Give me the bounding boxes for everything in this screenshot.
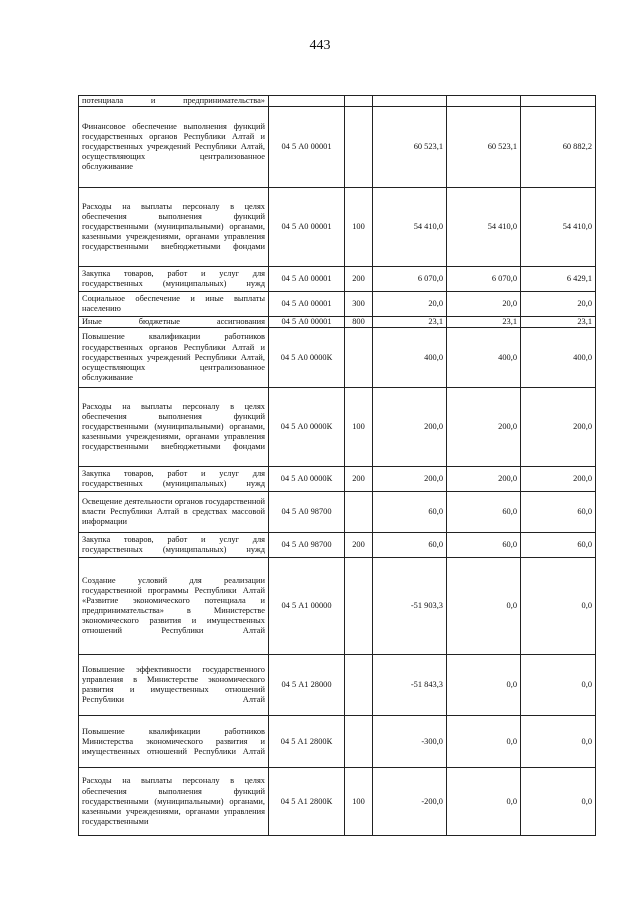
row-amount-1-cell: -200,0 — [373, 768, 447, 836]
row-amount-1-cell: 23,1 — [373, 317, 447, 328]
row-code-cell: 04 5 А0 00001 — [269, 267, 345, 292]
row-amount-3-cell: 54 410,0 — [521, 188, 596, 267]
row-expense-type-cell — [345, 328, 373, 388]
row-name-cell: Финансовое обеспечение выполнения функций государственных органов Республики Алтай и государственных учреждений Республики Алтай, осуществляющих централизованное обслуживание — [79, 107, 269, 188]
row-amount-2-cell: 60,0 — [447, 533, 521, 558]
row-expense-type-cell — [345, 107, 373, 188]
row-name-cell: Расходы на выплаты персоналу в целях обеспечения выполнения функций государственными (муниципальными) органами, казенными учреждениями, органами управления государственными внебюджетными фондами — [79, 388, 269, 467]
row-expense-type-cell: 800 — [345, 317, 373, 328]
row-code-cell: 04 5 А1 00000 — [269, 558, 345, 655]
row-amount-2-cell: 0,0 — [447, 768, 521, 836]
row-amount-2-cell: 60,0 — [447, 492, 521, 533]
row-amount-2-cell — [447, 96, 521, 107]
row-name-cell: Закупка товаров, работ и услуг для государственных (муниципальных) нужд — [79, 533, 269, 558]
table-row — [79, 292, 596, 317]
row-amount-1-cell: 60 523,1 — [373, 107, 447, 188]
table-row — [79, 317, 596, 328]
row-name-cell: Повышение квалификации работников Министерства экономического развития и имущественных отношений Республики Алтай — [79, 716, 269, 768]
row-amount-2-cell: 200,0 — [447, 388, 521, 467]
row-amount-2-cell: 6 070,0 — [447, 267, 521, 292]
table-row — [79, 96, 596, 107]
row-amount-2-cell: 0,0 — [447, 558, 521, 655]
row-amount-1-cell: 400,0 — [373, 328, 447, 388]
row-amount-3-cell: 60,0 — [521, 533, 596, 558]
table-row — [79, 492, 596, 533]
row-name-cell: Повышение эффективности государственного управления в Министерстве экономического развития и имущественных отношений Республики Алтай — [79, 655, 269, 716]
row-name-cell: Расходы на выплаты персоналу в целях обеспечения выполнения функций государственными (муниципальными) органами, казенными учреждениями, органами управления государственными внебюджетными фондами — [79, 188, 269, 267]
row-expense-type-cell — [345, 716, 373, 768]
row-expense-type-cell: 100 — [345, 768, 373, 836]
row-code-cell: 04 5 А0 00001 — [269, 107, 345, 188]
row-amount-2-cell: 23,1 — [447, 317, 521, 328]
table-row — [79, 267, 596, 292]
row-name-cell: потенциала и предпринимательства» — [79, 96, 269, 107]
row-amount-2-cell: 400,0 — [447, 328, 521, 388]
row-expense-type-cell: 200 — [345, 533, 373, 558]
table-row — [79, 768, 596, 836]
row-expense-type-cell — [345, 492, 373, 533]
row-amount-2-cell: 54 410,0 — [447, 188, 521, 267]
row-amount-3-cell: 60,0 — [521, 492, 596, 533]
row-code-cell: 04 5 А0 0000К — [269, 328, 345, 388]
row-amount-3-cell: 400,0 — [521, 328, 596, 388]
row-code-cell: 04 5 А0 98700 — [269, 533, 345, 558]
table-row — [79, 716, 596, 768]
row-name-cell: Социальное обеспечение и иные выплаты населению — [79, 292, 269, 317]
row-name-cell: Закупка товаров, работ и услуг для государственных (муниципальных) нужд — [79, 467, 269, 492]
row-name-cell: Повышение квалификации работников государственных органов Республики Алтай и государственных учреждений Республики Алтай, осуществляющих централизованное обслуживание — [79, 328, 269, 388]
row-amount-3-cell: 0,0 — [521, 716, 596, 768]
row-code-cell: 04 5 А1 2800К — [269, 768, 345, 836]
table-row — [79, 533, 596, 558]
row-code-cell: 04 5 А1 2800К — [269, 716, 345, 768]
row-code-cell: 04 5 А1 28000 — [269, 655, 345, 716]
row-amount-1-cell — [373, 96, 447, 107]
row-code-cell: 04 5 А0 0000К — [269, 388, 345, 467]
budget-table-body — [79, 96, 596, 836]
table-row — [79, 467, 596, 492]
table-row — [79, 188, 596, 267]
row-amount-3-cell — [521, 96, 596, 107]
row-expense-type-cell: 200 — [345, 467, 373, 492]
row-code-cell: 04 5 А0 0000К — [269, 467, 345, 492]
row-amount-1-cell: 6 070,0 — [373, 267, 447, 292]
row-amount-3-cell: 60 882,2 — [521, 107, 596, 188]
row-amount-3-cell: 200,0 — [521, 467, 596, 492]
row-amount-2-cell: 0,0 — [447, 716, 521, 768]
row-expense-type-cell: 300 — [345, 292, 373, 317]
row-amount-1-cell: 60,0 — [373, 533, 447, 558]
row-amount-2-cell: 20,0 — [447, 292, 521, 317]
row-expense-type-cell — [345, 96, 373, 107]
row-amount-3-cell: 0,0 — [521, 655, 596, 716]
row-amount-1-cell: 200,0 — [373, 467, 447, 492]
row-amount-1-cell: 60,0 — [373, 492, 447, 533]
row-name-cell: Закупка товаров, работ и услуг для государственных (муниципальных) нужд — [79, 267, 269, 292]
row-amount-1-cell: 200,0 — [373, 388, 447, 467]
table-row — [79, 388, 596, 467]
page-number: 443 — [309, 38, 331, 53]
row-amount-1-cell: 54 410,0 — [373, 188, 447, 267]
row-expense-type-cell: 100 — [345, 188, 373, 267]
row-amount-2-cell: 200,0 — [447, 467, 521, 492]
row-code-cell: 04 5 А0 98700 — [269, 492, 345, 533]
row-amount-3-cell: 20,0 — [521, 292, 596, 317]
table-row — [79, 328, 596, 388]
row-code-cell: 04 5 А0 00001 — [269, 292, 345, 317]
row-code-cell — [269, 96, 345, 107]
table-row — [79, 558, 596, 655]
table-row — [79, 655, 596, 716]
row-amount-2-cell: 60 523,1 — [447, 107, 521, 188]
row-name-cell: Иные бюджетные ассигнования — [79, 317, 269, 328]
row-code-cell: 04 5 А0 00001 — [269, 188, 345, 267]
table-row — [79, 107, 596, 188]
row-amount-1-cell: -300,0 — [373, 716, 447, 768]
row-expense-type-cell: 100 — [345, 388, 373, 467]
row-amount-3-cell: 0,0 — [521, 558, 596, 655]
row-amount-3-cell: 0,0 — [521, 768, 596, 836]
row-amount-1-cell: -51 903,3 — [373, 558, 447, 655]
row-expense-type-cell — [345, 558, 373, 655]
row-name-cell: Создание условий для реализации государственной программы Республики Алтай «Развитие экономического потенциала и предпринимательства» в Министерстве экономического развития и имущественных отношений Республики Алтай — [79, 558, 269, 655]
row-name-cell: Освещение деятельности органов государственной власти Республики Алтай в средствах массовой информации — [79, 492, 269, 533]
budget-table — [78, 95, 596, 836]
row-code-cell: 04 5 А0 00001 — [269, 317, 345, 328]
row-amount-3-cell: 23,1 — [521, 317, 596, 328]
row-amount-3-cell: 200,0 — [521, 388, 596, 467]
row-expense-type-cell — [345, 655, 373, 716]
row-amount-1-cell: -51 843,3 — [373, 655, 447, 716]
row-name-cell: Расходы на выплаты персоналу в целях обеспечения выполнения функций государственными (муниципальными) органами, казенными учреждениями, органами управления государственными — [79, 768, 269, 836]
row-amount-3-cell: 6 429,1 — [521, 267, 596, 292]
row-amount-1-cell: 20,0 — [373, 292, 447, 317]
row-expense-type-cell: 200 — [345, 267, 373, 292]
row-amount-2-cell: 0,0 — [447, 655, 521, 716]
